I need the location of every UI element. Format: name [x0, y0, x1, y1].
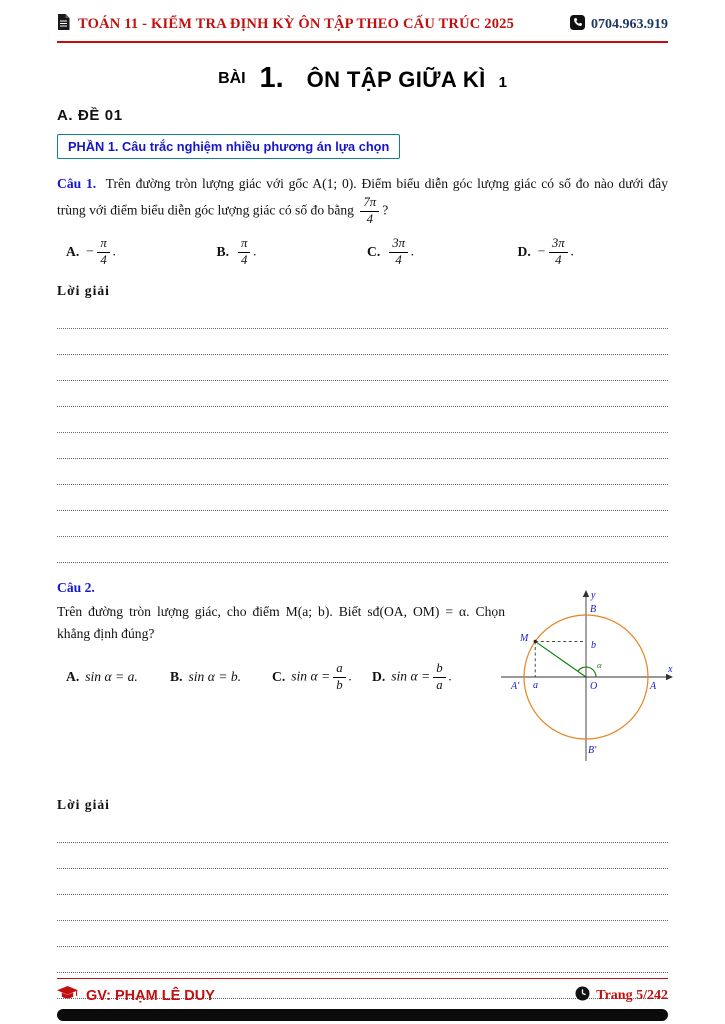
solution-line: [57, 895, 668, 921]
question-2-body: [57, 589, 673, 783]
solution-line: [57, 537, 668, 563]
diagram-label-alpha: α: [597, 659, 602, 670]
doc-header: [57, 14, 668, 43]
unit-circle-diagram: [491, 585, 676, 770]
lesson-prefix: BÀI: [218, 70, 246, 87]
diagram-label-x: x: [668, 663, 673, 675]
diagram-label-A: A: [650, 680, 657, 692]
part-1-box: PHẦN 1. Câu trắc nghiệm nhiều phương án lựa chọn: [57, 134, 400, 159]
solution-line: [57, 843, 668, 869]
lesson-number: 1.: [259, 62, 284, 94]
diagram-label-y: y: [591, 589, 596, 601]
question-1-solution-lines: [57, 303, 668, 563]
question-2: [57, 579, 673, 1024]
page-number: Trang 5/242: [596, 988, 668, 1003]
option-a: A. sin α = a.: [66, 669, 138, 685]
document-icon: [57, 14, 70, 35]
diagram-label-Bprime: B′: [588, 744, 597, 756]
solution-line: [57, 869, 668, 895]
y-axis-arrow: [583, 590, 589, 597]
diagram-label-a: a: [533, 679, 538, 691]
question-2-solution-label: Lời giải: [57, 796, 110, 812]
phone-number: 0704.963.919: [591, 16, 668, 32]
solution-line: [57, 485, 668, 511]
graduation-cap-icon: [57, 986, 78, 1006]
bottom-bar: [57, 1009, 668, 1021]
question-1-text: [57, 173, 668, 228]
phone-icon: [570, 15, 585, 35]
solution-line: [57, 817, 668, 843]
header-title: TOÁN 11 - KIỂM TRA ĐỊNH KỲ ÔN TẬP THEO CẤU TRÚC 2025: [78, 16, 515, 32]
question-2-label: Câu 2.: [57, 579, 95, 595]
solution-line: [57, 329, 668, 355]
question-2-text: Trên đường tròn lượng giác, cho điểm M(a; b). Biết sđ(OA, OM) = α. Chọn khẳng định đúng?: [57, 603, 505, 641]
option-c: C. $\frac{3\pi}{4}$ .: [367, 235, 415, 267]
question-1-solution-label: Lời giải: [57, 282, 110, 298]
option-b: B. $\frac{\pi}{4}$ .: [216, 235, 257, 267]
lesson-title: [57, 58, 668, 95]
option-c: C. sin α = $\frac{a}{b}$ .: [272, 660, 353, 692]
doc-footer: [57, 978, 668, 1006]
solution-line: [57, 381, 668, 407]
angle-arc: [578, 667, 596, 677]
question-2-options: [66, 661, 526, 694]
footer-left: [57, 986, 215, 1006]
question-1-label: Câu 1.: [57, 176, 97, 191]
solution-line: [57, 459, 668, 485]
diagram-label-b: b: [591, 639, 596, 651]
footer-right: [575, 986, 668, 1006]
question-1: [57, 173, 668, 563]
option-b: B. sin α = b.: [170, 669, 242, 685]
diagram-label-O: O: [590, 680, 598, 692]
solution-line: [57, 511, 668, 537]
section-a-label: A. ĐỀ 01: [57, 107, 123, 124]
teacher-name: GV: PHẠM LÊ DUY: [86, 988, 215, 1004]
lesson-name-suffix: 1: [498, 74, 507, 91]
solution-line: [57, 355, 668, 381]
option-d: D. sin α = $\frac{b}{a}$ .: [372, 660, 453, 692]
lesson-name: ÔN TẬP GIỮA KÌ: [306, 67, 486, 92]
option-a: A. − $\frac{\pi}{4}$ .: [66, 235, 117, 267]
question-1-fraction: $\frac{7\pi}{4}$: [360, 195, 379, 228]
diagram-label-Aprime: A′: [511, 680, 520, 692]
solution-line: [57, 921, 668, 947]
question-1-options: [66, 236, 668, 269]
question-1-body: Trên đường tròn lượng giác với gốc A(1; 0). Điểm biểu diễn góc lượng giác có số đo nào dưới đây trùng với điểm biểu diễn góc lượng giác có số đo bằng: [57, 176, 668, 218]
header-left: [57, 14, 514, 35]
diagram-label-M: M: [520, 632, 529, 644]
solution-line: [57, 433, 668, 459]
option-d: D. − $\frac{3\pi}{4}$ .: [517, 235, 575, 267]
diagram-label-B: B: [590, 603, 597, 615]
solution-line: [57, 303, 668, 329]
radius-OM: [535, 641, 586, 677]
clock-icon: [575, 986, 590, 1006]
solution-line: [57, 407, 668, 433]
solution-line: [57, 947, 668, 973]
question-1-qmark: ?: [382, 202, 389, 218]
point-M-marker: [534, 640, 537, 643]
header-right: [570, 15, 668, 35]
